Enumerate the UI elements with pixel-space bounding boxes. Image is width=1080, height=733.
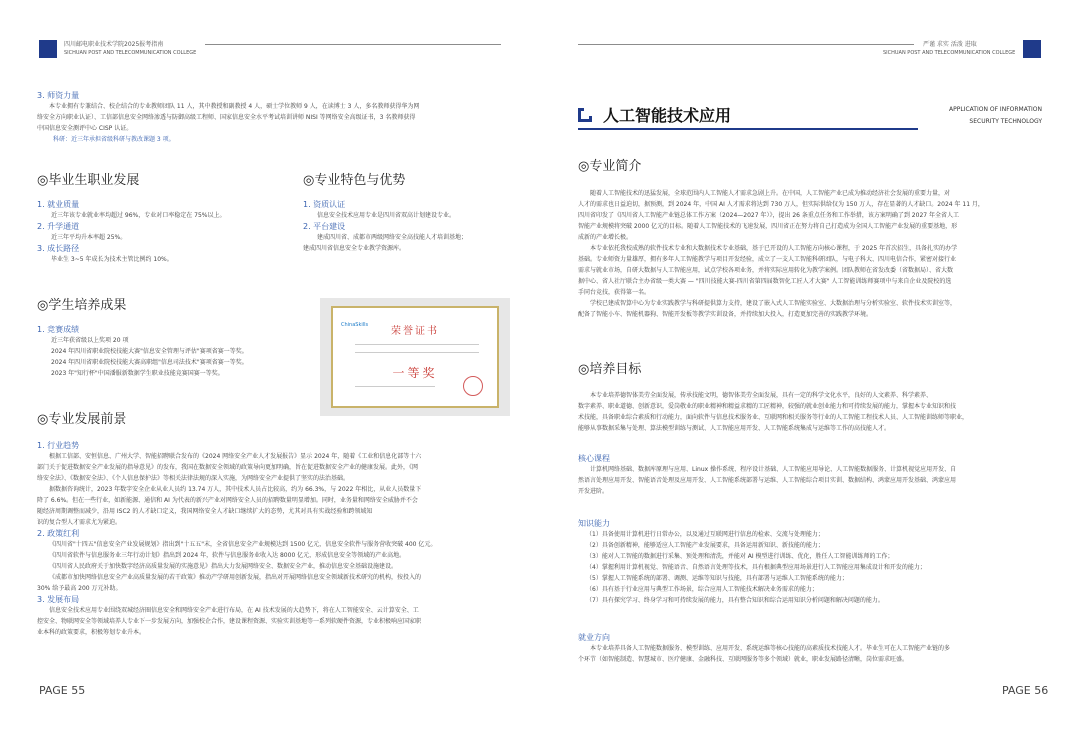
header-subtitle: SICHUAN POST AND TELECOMMUNICATION COLLEGE bbox=[64, 50, 197, 56]
outlook-line: 根据工信部、安恒信息、广州大学、智能招聘联合发布的《2024 网络安全产业人才发展报告》显示 2024 年，随着《工业和信息化部等十六 bbox=[49, 453, 422, 460]
skills-section bbox=[578, 518, 1044, 606]
goals-line: 能够从事数据采集与处理、算法模型训练与测试、人工智能应用开发、人工智能系统集成与运维等工作的高技能人才。 bbox=[578, 425, 891, 432]
results-heading: 1. 竞赛成绩 bbox=[37, 325, 80, 334]
certificate-image bbox=[320, 298, 510, 416]
career-item-text: 近三年该专业就业率均超过 96%，专业对口率稳定在 75%以上。 bbox=[51, 212, 226, 219]
major-title-en bbox=[920, 104, 1042, 128]
goals-line: 术技能，具备职业综合素质和行动能力，面向软件与信息技术服务业、互联网和相关服务等行业的人工智能工程技术人员、人工智能训练师等职业， bbox=[578, 414, 969, 421]
intro-line: 手同台竞技，获得第一名。 bbox=[578, 289, 651, 296]
outlook-line: 络安全法》、《数据安全法》、《个人信息保护法》等相关法律法规的深入实施，为网络安全产业提供了坚实的法治基础。 bbox=[37, 475, 350, 482]
major-title-en-line: SECURITY TECHNOLOGY bbox=[969, 118, 1042, 125]
feature-text: 建成四川省信息安全专业教学资源库。 bbox=[303, 245, 406, 252]
page-number-left: PAGE 55 bbox=[39, 684, 86, 697]
results-list bbox=[37, 324, 307, 379]
results-title: ◎学生培养成果 bbox=[37, 298, 127, 313]
features-title: ◎专业特色与优势 bbox=[303, 173, 406, 188]
goals-title: ◎培养目标 bbox=[578, 362, 642, 377]
outlook-line: 《四川省软件与信息服务业三年行动计划》指出到 2024 年，软件与信息服务业收入达 8000 亿元，形成信息安全等领域的产业高地。 bbox=[49, 552, 406, 559]
skills-item: （4）掌握利用计算机视觉、智能语音、自然语言处理等技术，具有根据典型应用场景进行人工智能应用集成设计和开发的能力； bbox=[586, 564, 926, 571]
faculty-line: 本专业拥有专兼结合、校企结合的专业教师团队 11 人，其中教授和副教授 4 人，硕士学位教师 9 人，在读博士 3 人，多名教师获得华为网 bbox=[49, 103, 420, 110]
outlook-line: 降了 6.6%。但在一些行业，如新能源、通信和 AI 为代表的新兴产业对网络安全人员的招聘数量明显增加。同时，业务量和网络安全威胁并不会 bbox=[37, 497, 418, 504]
goals-line: 本专业培养德智体美劳全面发展，传承技能文明，德智体美劳全面发展，具有一定的科学文化水平，良好的人文素养、科学素养、 bbox=[590, 392, 933, 399]
faculty-line: 中国信息安全测评中心 CISP 认证。 bbox=[37, 125, 133, 132]
intro-title: ◎专业简介 bbox=[578, 159, 642, 174]
employment-heading: 就业方向 bbox=[578, 633, 610, 642]
faculty-research: 科研：近三年承担省级科研与教改课题 3 项。 bbox=[53, 136, 175, 143]
header-subtitle: SICHUAN POST AND TELECOMMUNICATION COLLEGE bbox=[883, 50, 1016, 56]
outlook-line: 识的复合型人才需求尤为紧迫。 bbox=[37, 519, 122, 526]
faculty-heading: 3. 师资力量 bbox=[37, 91, 80, 100]
employment-line: 本专业培养具备人工智能数据服务、模型训练、应用开发、系统运维等核心技能的高素质技术技能人才。毕业生可在人工智能产业链的多 bbox=[590, 645, 951, 652]
intro-line: 随着人工智能技术的迅猛发展，全球范围内人工智能人才需求急剧上升。在中国，人工智能产业已成为推动经济社会发展的重要力量，对 bbox=[590, 190, 951, 197]
career-item-heading: 3. 成长路径 bbox=[37, 244, 80, 253]
skills-heading: 知识能力 bbox=[578, 519, 610, 528]
outlook-title: ◎专业发展前景 bbox=[37, 412, 127, 427]
courses-section bbox=[578, 453, 1044, 497]
right-page bbox=[540, 0, 1080, 733]
career-item-text: 近三年平均升本率超 25%。 bbox=[51, 234, 127, 241]
courses-line: 计算机网络基础、数据库原理与应用、Linux 操作系统、程序设计基础、人工智能应用导论、人工智能数据服务、计算机视觉应用开发、自 bbox=[590, 466, 957, 473]
page-number-right: PAGE 56 bbox=[1002, 684, 1049, 697]
major-title: 人工智能技术应用 bbox=[603, 106, 732, 125]
outlook-line: 《四川省"十四五"信息安全产业发展规划》指出到"十五五"末，全省信息安全产业规模达到 1500 亿元，信息安全软件与服务营收突破 400 亿元。 bbox=[49, 541, 437, 548]
career-item-text: 毕业生 3~5 年成长为技术主管比例约 10%。 bbox=[51, 256, 173, 263]
outlook-line: 《成都市加快网络信息安全产业高质量发展的若干政策》推动产学研用创新发展，指出对开展网络信息安全领域新技术研究的机构，按投入的 bbox=[49, 574, 422, 581]
header-title: 四川邮电职业技术学院2025报考指南 bbox=[64, 41, 164, 48]
career-item-heading: 1. 就业质量 bbox=[37, 200, 80, 209]
feature-heading: 1. 资质认证 bbox=[303, 200, 346, 209]
header-rule bbox=[578, 44, 914, 45]
outlook-trend-heading: 1. 行业趋势 bbox=[37, 441, 80, 450]
skills-item: （2）具备创新精神，能够适应人工智能产业发展要求，具备运用新知识、新技能的能力； bbox=[586, 542, 824, 549]
outlook-body bbox=[37, 440, 503, 638]
certificate-seal bbox=[463, 376, 483, 396]
header-square bbox=[1023, 40, 1041, 58]
results-line: 2023 年"知行杯"中国潘服新数据学生职业技能竞赛国赛一等奖。 bbox=[51, 370, 224, 377]
employment-section bbox=[578, 632, 1044, 665]
outlook-line: 据数据咨询统计，2023 年数字安全企业从业人员约 13.74 万人，其中技术人员占比较高，约为 66.3%，与 2022 年相比，从业人员数量下 bbox=[49, 486, 422, 493]
intro-body bbox=[578, 188, 1044, 320]
results-line: 近三年获省级以上奖项 20 项 bbox=[51, 337, 129, 344]
header-square bbox=[39, 40, 57, 58]
courses-heading: 核心课程 bbox=[578, 454, 610, 463]
feature-text: 建成四川省、成都市两级网络安全高技能人才培训基地； bbox=[317, 234, 468, 241]
skills-item: （6）具有基于行业应用与典型工作场景，综合应用人工智能技术解决业务需求的能力； bbox=[586, 586, 818, 593]
goals-body bbox=[578, 390, 1044, 434]
skills-item: （1）具备使用计算机进行日常办公，以及通过互联网进行信息的检索、交流与处理能力； bbox=[586, 531, 824, 538]
features-list bbox=[303, 199, 503, 254]
outlook-policy-heading: 2. 政策红利 bbox=[37, 529, 80, 538]
intro-line: 四川省印发了《四川省人工智能产业链总体工作方案（2024—2027 年）》，提出 26 条重点任务和工作举措，该方案明确了到 2027 年全省人工 bbox=[578, 212, 959, 219]
faculty-section bbox=[37, 90, 502, 145]
career-item-heading: 2. 升学通道 bbox=[37, 222, 80, 231]
intro-line: 智能产业规模将突破 2000 亿元的目标。随着人工智能技术的飞速发展，四川省正在努力将自己打造成为全国人工智能产业发展的重要基地，形 bbox=[578, 223, 958, 230]
intro-line: 本专业依托我校成熟的软件技术专业和大数据技术专业基础，基于已开设的人工智能方向核心课程，于 2025 年首次招生，具备扎实的办学 bbox=[590, 245, 958, 252]
outlook-line: 《四川省人民政府关于加快数字经济高质量发展的实施意见》指出大力发展网络安全、数据安全产业，推动信息安全基础设施建设。 bbox=[49, 563, 398, 570]
certificate-text-line bbox=[355, 386, 435, 387]
intro-line: 人才的需求也日益迫切，据预测，到 2024 年，中国 AI 人才需求将达到 730 万人，但实际供给仅为 150 万人，存在显著的人才缺口。2024 年 11 月， bbox=[578, 201, 984, 208]
certificate-logo: ChinaSkills bbox=[341, 322, 369, 328]
major-title-en-line: APPLICATION OF INFORMATION bbox=[949, 106, 1042, 113]
intro-line: 配备了智能小车、智能机器狗、智能开发板等教学实训设备，并持续加大投入，打造更加完善的实践教学环境。 bbox=[578, 311, 873, 318]
title-underline bbox=[578, 128, 918, 130]
intro-line: 据中心、省人社厅联合主办省级一类大赛 — "四川技能大赛-四川省第四届数智化工匠人才大赛" 人工智能训练师赛项中与来自企业及院校的选 bbox=[578, 278, 952, 285]
feature-heading: 2. 平台建设 bbox=[303, 222, 346, 231]
outlook-line: 控安全、物联网安全等领域培养人专业下一步发展方向，加强校企合作，建设课程资源、实验实训基地等一系列软硬件资源，专业积极响应国家职 bbox=[37, 618, 422, 625]
skills-item: （7）具有探究学习、终身学习和可持续发展的能力，具有整合知识和综合运用知识分析问题和解决问题的能力。 bbox=[586, 597, 884, 604]
outlook-line: 信息安全技术应用专业围绕双城经济圈信息安全和网络安全产业进行布局，在 AI 技术发展的大趋势下，将在人工智能安全、云计算安全、工 bbox=[49, 607, 419, 614]
intro-line: 成新的产业增长极。 bbox=[578, 234, 633, 241]
certificate-prize: 一等奖 bbox=[392, 366, 438, 380]
courses-line: 开发进阶。 bbox=[578, 488, 609, 495]
career-title: ◎毕业生职业发展 bbox=[37, 173, 140, 188]
header-motto: 严谨 求实 活泼 进取 bbox=[923, 41, 977, 48]
skills-item: （3）能对人工智能的数据进行采集、预处理和清洗，并能对 AI 模型进行训练、优化，胜任人工智能训练师的工作； bbox=[586, 553, 894, 560]
certificate-title: 荣誉证书 bbox=[391, 326, 439, 337]
outlook-layout-heading: 3. 发展布局 bbox=[37, 595, 80, 604]
certificate-frame bbox=[331, 306, 499, 408]
outlook-line: 30% 给予最高 200 万元补助。 bbox=[37, 585, 122, 592]
courses-line: 然语言处理应用开发、智能语音处理及应用开发、人工智能系统部署与运维、人工智能综合项目实训、数据结构、鸿蒙应用开发基础、鸿蒙应用 bbox=[578, 477, 957, 484]
feature-text: 信息安全技术应用专业是四川省双高计划建设专业。 bbox=[317, 212, 456, 219]
title-square-cut bbox=[584, 104, 596, 116]
intro-line: 学校已建成智算中心为专业实践教学与科研提供算力支持，建设了嵌入式人工智能实验室、大数据治理与分析实验室、软件技术实训室等， bbox=[590, 300, 957, 307]
skills-item: （5）掌握人工智能系统的部署、调测、运维等知识与技能，具有部署与运维人工智能系统的能力； bbox=[586, 575, 848, 582]
employment-line: 个环节（如智能制造、智慧城市、医疗健康、金融科技、互联网服务等多个领域）就业，职业发展路径清晰，岗位需求旺盛。 bbox=[578, 656, 909, 663]
intro-line: 基础。专业师资力量雄厚，拥有多年人工智能教学与项目开发经验，成立了一支人工智能科研团队，与电子科大、四川电信合作，紧密对接行业 bbox=[578, 256, 957, 263]
results-line: 2024 年四川省职业院校技能大赛"信息安全管理与评估"赛项省赛一等奖。 bbox=[51, 348, 248, 355]
goals-line: 数字素养、职业道德、创新意识，爱岗敬业的职业精神和精益求精的工匠精神，较强的就业创业能力和可持续发展的能力，掌握本专业知识和技 bbox=[578, 403, 957, 410]
certificate-text-line bbox=[355, 352, 479, 353]
header-rule bbox=[205, 44, 501, 45]
outlook-line: 部门关于促进数据安全产业发展的指导意见》的发布，我国在数据安全领域的政策导向更加明确，旨在促进数据安全产业的健康发展。此外，《网 bbox=[37, 464, 419, 471]
outlook-line: 业本科的政策要求，积极筹划专业升本。 bbox=[37, 629, 146, 636]
certificate-text-line bbox=[355, 344, 479, 345]
outlook-line: 随经济周期调整而减少，沿用 ISC2 的人才缺口定义，我国网络安全人才缺口继续扩大的态势，尤其对具有实战经验和跨领域知 bbox=[37, 508, 373, 515]
faculty-line: 络安全方向职业认证）、工信部信息安全网络渗透与防御高级工程师、国家信息安全水平考试培训讲师 NISI 等网络安全高级证书，3 名教师获得 bbox=[37, 114, 416, 121]
intro-line: 需求与就业市场，自研大数据与人工智能应用，试点学校各项业务，并将实际应用转化为教学案例。团队教师在省发改委（省数据局）、省大数 bbox=[578, 267, 954, 274]
career-list bbox=[37, 199, 287, 265]
results-line: 2024 年四川省职业院校技能大赛高职组"信息司法技术"赛项省赛一等奖。 bbox=[51, 359, 248, 366]
